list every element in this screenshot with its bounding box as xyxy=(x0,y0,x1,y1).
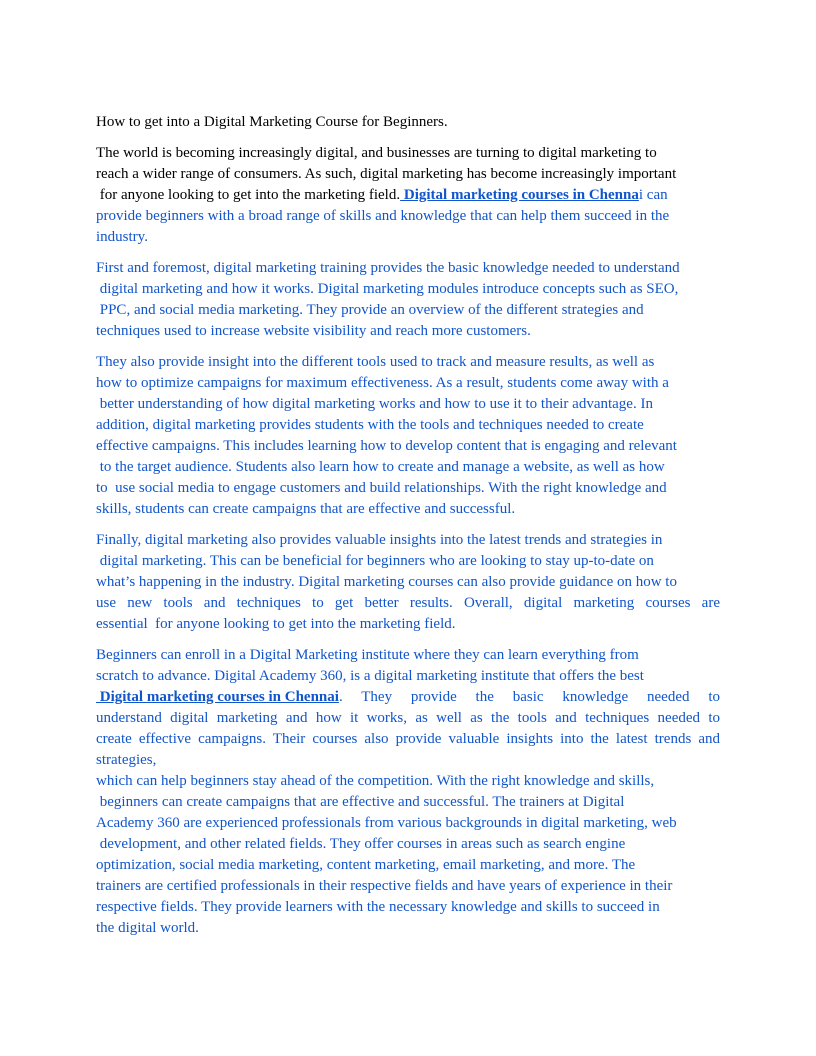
paragraph-enroll xyxy=(96,645,720,939)
paragraph-intro xyxy=(96,143,720,248)
paragraph-spacer xyxy=(96,133,720,143)
paragraph-line: Beginners can enroll in a Digital Marketing institute where they can learn everything from xyxy=(96,647,639,663)
paragraph-line: provide beginners with a broad range of skills and knowledge that can help them succeed in the xyxy=(96,208,670,224)
paragraph-line: digital marketing and how it works. Digital marketing modules introduce concepts such as SEO, xyxy=(96,281,679,297)
paragraph-line xyxy=(96,687,720,708)
paragraph-line: strategies, xyxy=(96,752,157,768)
paragraph-line: industry. xyxy=(96,229,148,245)
paragraph-line: PPC, and social media marketing. They provide an overview of the different strategies and xyxy=(96,302,644,318)
paragraph-line: to the target audience. Students also learn how to create and manage a website, as well as how xyxy=(96,459,665,475)
paragraph-line: digital marketing. This can be beneficial for beginners who are looking to stay up-to-date on xyxy=(96,553,654,569)
paragraph-line: the digital world. xyxy=(96,920,199,936)
paragraph-line: scratch to advance. Digital Academy 360, is a digital marketing institute that offers the best xyxy=(96,668,644,684)
paragraph-line: essential for anyone looking to get into the marketing field. xyxy=(96,616,456,632)
paragraph-tools-insight xyxy=(96,352,720,520)
paragraph-line: trainers are certified professionals in their respective fields and have years of experience in their xyxy=(96,878,673,894)
paragraph-line xyxy=(96,185,720,206)
paragraph-line: Finally, digital marketing also provides valuable insights into the latest trends and strategies in xyxy=(96,532,663,548)
paragraph-line: what’s happening in the industry. Digital marketing courses can also provide guidance on how to xyxy=(96,574,677,590)
paragraph-line: They also provide insight into the different tools used to track and measure results, as well as xyxy=(96,354,655,370)
paragraph-line: effective campaigns. This includes learning how to develop content that is engaging and relevant xyxy=(96,438,677,454)
paragraph-spacer xyxy=(96,635,720,645)
paragraph-line: development, and other related fields. They offer courses in areas such as search engine xyxy=(96,836,626,852)
paragraph-spacer xyxy=(96,342,720,352)
paragraph-spacer xyxy=(96,520,720,530)
paragraph-line: create effective campaigns. Their courses also provide valuable insights into the latest trends and xyxy=(96,731,720,747)
chennai-courses-link[interactable]: Digital marketing courses in Chenna xyxy=(400,187,639,203)
paragraph-line: respective fields. They provide learners with the necessary knowledge and skills to succeed in xyxy=(96,899,660,915)
paragraph-line: how to optimize campaigns for maximum effectiveness. As a result, students come away with a xyxy=(96,375,669,391)
paragraph-line: use new tools and techniques to get better results. Overall, digital marketing courses are xyxy=(96,595,720,611)
paragraph-line: techniques used to increase website visibility and reach more customers. xyxy=(96,323,531,339)
document-title: How to get into a Digital Marketing Course for Beginners. xyxy=(96,114,448,130)
paragraph-training-basics xyxy=(96,258,720,342)
paragraph-text: for anyone looking to get into the marketing field. xyxy=(96,187,401,203)
paragraph-line: to use social media to engage customers and build relationships. With the right knowledge and xyxy=(96,480,667,496)
paragraph-text: i can xyxy=(638,187,668,203)
paragraph-spacer xyxy=(96,248,720,258)
paragraph-trends xyxy=(96,530,720,635)
paragraph-line: Academy 360 are experienced professionals from various backgrounds in digital marketing, web xyxy=(96,815,677,831)
paragraph-line: First and foremost, digital marketing training provides the basic knowledge needed to understand xyxy=(96,260,680,276)
paragraph-line: understand digital marketing and how it works, as well as the tools and techniques needed to xyxy=(96,710,720,726)
paragraph-line: beginners can create campaigns that are effective and successful. The trainers at Digital xyxy=(96,794,625,810)
paragraph-line: The world is becoming increasingly digital, and businesses are turning to digital marketing to xyxy=(96,145,657,161)
paragraph-line: addition, digital marketing provides students with the tools and techniques needed to create xyxy=(96,417,644,433)
chennai-courses-link-2[interactable]: Digital marketing courses in Chennai xyxy=(96,689,339,705)
paragraph-line: reach a wider range of consumers. As such, digital marketing has become increasingly important xyxy=(96,166,677,182)
paragraph-text: . They provide the basic knowledge needed to xyxy=(338,689,720,705)
paragraph-line: skills, students can create campaigns that are effective and successful. xyxy=(96,501,516,517)
paragraph-line: optimization, social media marketing, content marketing, email marketing, and more. The xyxy=(96,857,636,873)
paragraph-line: better understanding of how digital marketing works and how to use it to their advantage. In xyxy=(96,396,653,412)
document-page xyxy=(96,112,720,939)
paragraph-line: which can help beginners stay ahead of the competition. With the right knowledge and skills, xyxy=(96,773,655,789)
